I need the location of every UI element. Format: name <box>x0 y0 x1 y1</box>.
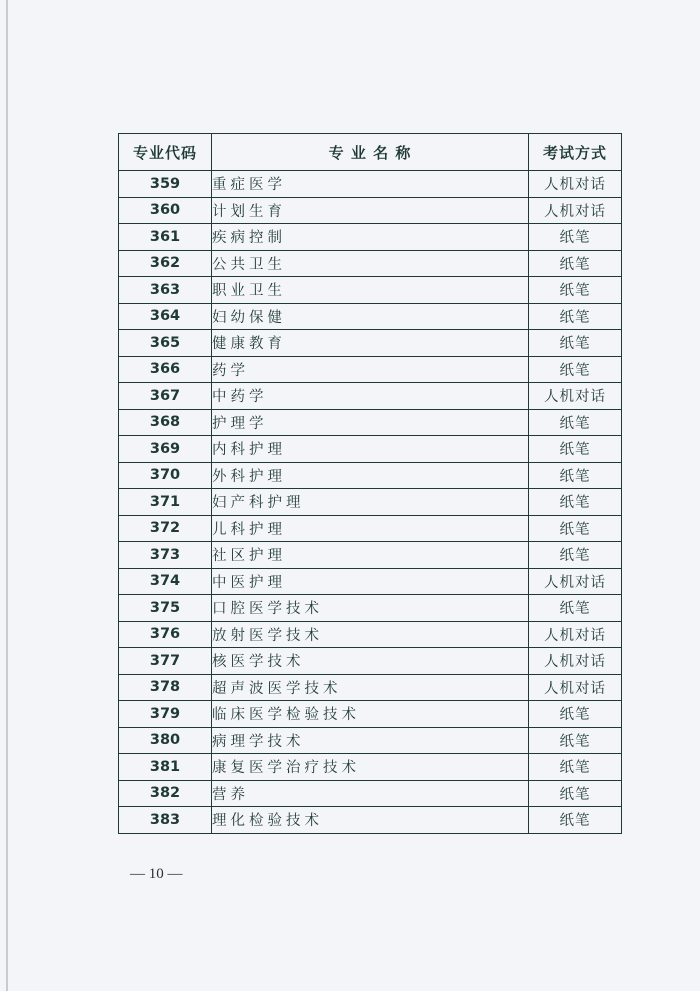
table-body <box>119 171 622 834</box>
header-row <box>119 134 622 171</box>
exam-method-cell: 人机对话 <box>529 568 622 595</box>
major-name-cell: 重症医学 <box>212 171 529 198</box>
exam-method-cell: 人机对话 <box>529 171 622 198</box>
major-code-cell: 375 <box>119 595 212 622</box>
major-name-cell: 临床医学检验技术 <box>212 701 529 728</box>
table-row <box>119 727 622 754</box>
exam-method-cell: 纸笔 <box>529 462 622 489</box>
exam-method-cell: 纸笔 <box>529 701 622 728</box>
major-name-cell: 放射医学技术 <box>212 621 529 648</box>
major-code-cell: 376 <box>119 621 212 648</box>
major-code-cell: 382 <box>119 780 212 807</box>
table-row <box>119 515 622 542</box>
major-code-cell: 373 <box>119 542 212 569</box>
major-code-cell: 363 <box>119 277 212 304</box>
table-row <box>119 489 622 516</box>
exam-method-cell: 纸笔 <box>529 224 622 251</box>
major-code-cell: 374 <box>119 568 212 595</box>
exam-method-cell: 人机对话 <box>529 648 622 675</box>
exam-method-cell: 纸笔 <box>529 780 622 807</box>
major-code-cell: 383 <box>119 807 212 834</box>
major-code-cell: 377 <box>119 648 212 675</box>
exam-method-cell: 纸笔 <box>529 409 622 436</box>
table-row <box>119 356 622 383</box>
header-major-name: 专 业 名 称 <box>212 134 529 171</box>
major-code-cell: 362 <box>119 250 212 277</box>
table-row <box>119 250 622 277</box>
major-name-cell: 护理学 <box>212 409 529 436</box>
exam-method-cell: 纸笔 <box>529 303 622 330</box>
major-code-cell: 379 <box>119 701 212 728</box>
table-row <box>119 171 622 198</box>
major-code-cell: 371 <box>119 489 212 516</box>
major-code-cell: 365 <box>119 330 212 357</box>
major-name-cell: 中医护理 <box>212 568 529 595</box>
major-name-cell: 妇产科护理 <box>212 489 529 516</box>
table-row <box>119 595 622 622</box>
major-code-cell: 361 <box>119 224 212 251</box>
major-name-cell: 妇幼保健 <box>212 303 529 330</box>
major-code-cell: 370 <box>119 462 212 489</box>
major-name-cell: 口腔医学技术 <box>212 595 529 622</box>
major-code-cell: 369 <box>119 436 212 463</box>
table-row <box>119 462 622 489</box>
exam-method-cell: 纸笔 <box>529 542 622 569</box>
page-number: — 10 — <box>130 866 183 882</box>
major-name-cell: 康复医学治疗技术 <box>212 754 529 781</box>
major-name-cell: 社区护理 <box>212 542 529 569</box>
table-row <box>119 701 622 728</box>
major-name-cell: 理化检验技术 <box>212 807 529 834</box>
major-code-cell: 360 <box>119 197 212 224</box>
exam-method-cell: 纸笔 <box>529 727 622 754</box>
table-row <box>119 542 622 569</box>
exam-method-cell: 人机对话 <box>529 197 622 224</box>
major-name-cell: 中药学 <box>212 383 529 410</box>
major-code-cell: 364 <box>119 303 212 330</box>
table-row <box>119 224 622 251</box>
table-row <box>119 330 622 357</box>
table-row <box>119 780 622 807</box>
table-row <box>119 383 622 410</box>
major-code-cell: 367 <box>119 383 212 410</box>
table-header <box>119 134 622 171</box>
major-code-cell: 378 <box>119 674 212 701</box>
major-name-cell: 健康教育 <box>212 330 529 357</box>
exam-method-cell: 纸笔 <box>529 595 622 622</box>
major-name-cell: 药学 <box>212 356 529 383</box>
major-code-cell: 366 <box>119 356 212 383</box>
exam-method-cell: 纸笔 <box>529 330 622 357</box>
table-row <box>119 277 622 304</box>
major-code-cell: 380 <box>119 727 212 754</box>
exam-method-cell: 人机对话 <box>529 383 622 410</box>
exam-method-cell: 纸笔 <box>529 515 622 542</box>
major-code-cell: 372 <box>119 515 212 542</box>
major-name-cell: 病理学技术 <box>212 727 529 754</box>
table-row <box>119 568 622 595</box>
table-row <box>119 648 622 675</box>
exam-method-cell: 纸笔 <box>529 489 622 516</box>
table-row <box>119 754 622 781</box>
table-row <box>119 674 622 701</box>
major-name-cell: 公共卫生 <box>212 250 529 277</box>
exam-method-cell: 人机对话 <box>529 674 622 701</box>
exam-method-cell: 纸笔 <box>529 250 622 277</box>
major-code-cell: 368 <box>119 409 212 436</box>
exam-method-cell: 纸笔 <box>529 277 622 304</box>
page-edge-line <box>6 0 8 991</box>
major-name-cell: 儿科护理 <box>212 515 529 542</box>
major-code-cell: 381 <box>119 754 212 781</box>
exam-method-cell: 纸笔 <box>529 356 622 383</box>
exam-method-cell: 纸笔 <box>529 436 622 463</box>
exam-method-cell: 人机对话 <box>529 621 622 648</box>
majors-table <box>118 133 622 834</box>
major-name-cell: 外科护理 <box>212 462 529 489</box>
exam-method-cell: 纸笔 <box>529 807 622 834</box>
major-name-cell: 超声波医学技术 <box>212 674 529 701</box>
major-name-cell: 内科护理 <box>212 436 529 463</box>
major-name-cell: 计划生育 <box>212 197 529 224</box>
major-name-cell: 核医学技术 <box>212 648 529 675</box>
table-row <box>119 303 622 330</box>
table-row <box>119 409 622 436</box>
header-exam-method: 考试方式 <box>529 134 622 171</box>
table-row <box>119 621 622 648</box>
header-major-code: 专业代码 <box>119 134 212 171</box>
major-name-cell: 疾病控制 <box>212 224 529 251</box>
major-name-cell: 营养 <box>212 780 529 807</box>
exam-method-cell: 纸笔 <box>529 754 622 781</box>
table-row <box>119 436 622 463</box>
table-row <box>119 807 622 834</box>
major-name-cell: 职业卫生 <box>212 277 529 304</box>
table-row <box>119 197 622 224</box>
major-code-cell: 359 <box>119 171 212 198</box>
